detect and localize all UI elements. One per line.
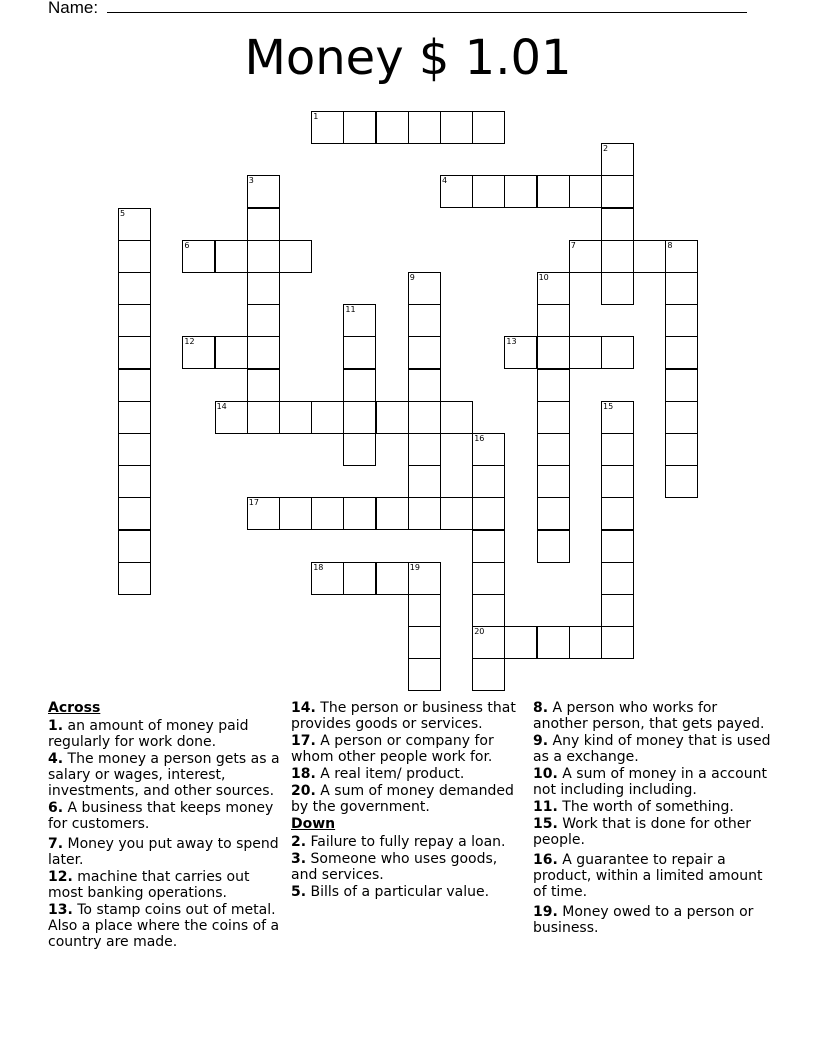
grid-cell[interactable] [472,594,505,627]
clue-number: 18 [313,562,324,572]
clue-text: Money you put away to spend later. [48,836,279,868]
clue-number-label: 3. [291,851,307,867]
clue-item [291,700,527,732]
grid-cell[interactable] [182,240,215,273]
grid-cell[interactable] [504,175,537,208]
clue-item [291,834,527,850]
grid-cell[interactable] [601,562,634,595]
clue-number-label: 19. [533,904,558,920]
clues-column-2 [291,700,527,901]
grid-cell[interactable] [472,626,505,659]
clue-number: 19 [409,562,420,572]
grid-cell[interactable] [408,626,441,659]
grid-cell[interactable] [537,465,570,498]
clue-item [533,852,773,900]
grid-cell[interactable] [376,562,409,595]
grid-cell[interactable] [601,240,634,273]
grid-cell[interactable] [601,272,634,305]
grid-cell[interactable] [537,401,570,434]
clue-number-label: 12. [48,869,73,885]
clues-column-3 [533,700,773,937]
clue-number: 3 [248,176,254,186]
grid-cell[interactable] [118,336,151,369]
clue-text: A guarantee to repair a product, within a limited amount of time. [533,852,763,900]
clue-number: 2 [603,144,609,154]
grid-cell[interactable] [247,272,280,305]
clue-item [533,700,773,732]
grid-cell[interactable] [537,272,570,305]
clue-item [291,783,527,815]
clue-item [533,766,773,798]
grid-cell[interactable] [343,111,376,144]
grid-cell[interactable] [311,401,344,434]
grid-cell[interactable] [601,594,634,627]
grid-cell[interactable] [118,401,151,434]
grid-cell[interactable] [472,175,505,208]
grid-cell[interactable] [601,175,634,208]
clue-number: 4 [442,176,448,186]
clue-text: The money a person gets as a salary or wages, interest, investments, and other sources. [48,751,280,799]
clue-text: A person who works for another person, that gets payed. [533,700,765,732]
clue-text: Money owed to a person or business. [533,904,754,936]
clue-number-label: 9. [533,733,549,749]
grid-cell[interactable] [247,240,280,273]
clue-number: 17 [248,498,259,508]
clue-number-label: 2. [291,834,307,850]
grid-cell[interactable] [537,175,570,208]
grid-cell[interactable] [408,111,441,144]
clue-item [48,869,284,901]
grid-cell[interactable] [343,336,376,369]
clue-text: A person or company for whom other people work for. [291,733,494,765]
grid-cell[interactable] [279,240,312,273]
grid-cell[interactable] [182,336,215,369]
grid-cell[interactable] [472,658,505,691]
grid-cell[interactable] [665,369,698,402]
grid-cell[interactable] [665,336,698,369]
clue-number: 1 [313,112,319,121]
clue-text: The person or business that provides goods or services. [291,700,516,732]
grid-cell[interactable] [537,369,570,402]
clue-item [291,733,527,765]
grid-cell[interactable] [343,433,376,466]
grid-cell[interactable] [408,336,441,369]
clue-text: Failure to fully repay a loan. [306,834,506,850]
grid-cell[interactable] [601,143,634,176]
clue-text: To stamp coins out of metal. Also a place where the coins of a country are made. [48,902,280,950]
grid-cell[interactable] [537,433,570,466]
grid-cell[interactable] [504,336,537,369]
across-clues-list-2 [291,700,527,815]
clue-item [48,836,284,868]
clue-text: A real item/ product. [315,766,465,782]
grid-cell[interactable] [118,304,151,337]
grid-cell[interactable] [408,369,441,402]
grid-cell[interactable] [247,175,280,208]
clue-number-label: 20. [291,783,316,799]
clue-item [533,799,773,815]
clue-text: A business that keeps money for customers. [48,800,274,832]
grid-cell[interactable] [537,336,570,369]
clue-number-label: 14. [291,700,316,716]
grid-cell[interactable] [247,304,280,337]
grid-cell[interactable] [279,401,312,434]
down-heading: Down [291,816,336,832]
clue-number-label: 1. [48,718,64,734]
grid-cell[interactable] [472,530,505,563]
clue-item [291,851,527,883]
grid-cell[interactable] [118,465,151,498]
grid-cell[interactable] [247,208,280,241]
clues-column-1 [48,700,284,951]
clue-number: 6 [184,240,190,250]
grid-cell[interactable] [247,401,280,434]
grid-cell[interactable] [569,175,602,208]
grid-cell[interactable] [601,626,634,659]
grid-cell[interactable] [118,369,151,402]
grid-cell[interactable] [440,401,473,434]
down-clues-list-1 [291,834,527,900]
clue-number: 12 [184,337,195,347]
grid-cell[interactable] [408,401,441,434]
grid-cell[interactable] [601,433,634,466]
grid-cell[interactable] [247,497,280,530]
clue-item [48,718,284,750]
grid-cell[interactable] [215,401,248,434]
clue-number-label: 4. [48,751,64,767]
clue-number: 5 [120,208,126,218]
grid-cell[interactable] [215,240,248,273]
grid-cell[interactable] [279,497,312,530]
grid-cell[interactable] [343,369,376,402]
grid-cell[interactable] [601,401,634,434]
clue-item [48,800,284,832]
clue-number-label: 10. [533,766,558,782]
grid-cell[interactable] [118,530,151,563]
clue-number: 15 [603,401,614,411]
across-clues-list-1 [48,718,284,950]
grid-cell[interactable] [601,336,634,369]
grid-cell[interactable] [118,240,151,273]
grid-cell[interactable] [408,497,441,530]
grid-cell[interactable] [311,497,344,530]
grid-cell[interactable] [118,562,151,595]
grid-cell[interactable] [504,626,537,659]
grid-cell[interactable] [118,433,151,466]
clue-number: 13 [506,337,517,347]
clue-number-label: 18. [291,766,316,782]
grid-cell[interactable] [408,433,441,466]
clue-text: Bills of a particular value. [306,884,490,900]
grid-cell[interactable] [569,240,602,273]
grid-cell[interactable] [376,497,409,530]
clue-number: 8 [667,240,673,250]
clue-number-label: 8. [533,700,549,716]
grid-cell[interactable] [601,465,634,498]
grid-cell[interactable] [408,658,441,691]
grid-cell[interactable] [472,433,505,466]
grid-cell[interactable] [343,497,376,530]
clue-number: 9 [409,273,415,282]
grid-cell[interactable] [376,111,409,144]
grid-cell[interactable] [569,336,602,369]
grid-cell[interactable] [665,272,698,305]
clue-number: 10 [538,273,549,282]
grid-cell[interactable] [408,594,441,627]
grid-cell[interactable] [311,111,344,144]
grid-cell[interactable] [343,401,376,434]
clue-number-label: 13. [48,902,73,918]
clue-text: A sum of money demanded by the government. [291,783,514,815]
grid-cell[interactable] [633,240,666,273]
grid-cell[interactable] [537,497,570,530]
clue-text: Any kind of money that is used as a exchange. [533,733,771,765]
clue-number: 7 [570,240,576,250]
clue-item [533,733,773,765]
clue-text: The worth of something. [557,799,734,815]
grid-cell[interactable] [440,175,473,208]
grid-cell[interactable] [665,304,698,337]
clue-item [533,904,773,936]
grid-cell[interactable] [601,208,634,241]
down-clues-list-2 [533,700,773,936]
clue-number-label: 5. [291,884,307,900]
clue-number: 16 [474,434,485,443]
grid-cell[interactable] [408,465,441,498]
grid-cell[interactable] [569,626,602,659]
grid-cell[interactable] [472,497,505,530]
grid-cell[interactable] [440,111,473,144]
grid-cell[interactable] [601,497,634,530]
clue-item [291,766,527,782]
grid-cell[interactable] [247,336,280,369]
clue-number: 20 [474,627,485,637]
clue-text: Someone who uses goods, and services. [291,851,498,883]
clue-text: Work that is done for other people. [533,816,752,848]
clue-item [48,902,284,950]
grid-cell[interactable] [376,401,409,434]
clue-text: A sum of money in a account not including including. [533,766,767,798]
grid-cell[interactable] [665,401,698,434]
clue-item [533,816,773,848]
clue-text: machine that carries out most banking operations. [48,869,250,901]
grid-cell[interactable] [215,336,248,369]
grid-cell[interactable] [118,208,151,241]
grid-cell[interactable] [601,530,634,563]
clue-number: 14 [216,401,227,411]
grid-cell[interactable] [408,562,441,595]
grid-cell[interactable] [537,530,570,563]
grid-cell[interactable] [311,562,344,595]
grid-cell[interactable] [343,304,376,337]
grid-cell[interactable] [118,497,151,530]
clue-number-label: 11. [533,799,558,815]
grid-cell[interactable] [665,240,698,273]
clue-number: 11 [345,305,356,315]
grid-cell[interactable] [408,272,441,305]
grid-cell[interactable] [665,433,698,466]
grid-cell[interactable] [665,465,698,498]
clue-item [48,751,284,799]
grid-cell[interactable] [472,111,505,144]
grid-cell[interactable] [537,626,570,659]
clue-item [291,884,527,900]
grid-cell[interactable] [440,497,473,530]
clue-number-label: 6. [48,800,64,816]
clue-number-label: 15. [533,816,558,832]
grid-cell[interactable] [408,304,441,337]
clue-number-label: 7. [48,836,64,852]
grid-cell[interactable] [537,304,570,337]
grid-cell[interactable] [472,562,505,595]
grid-cell[interactable] [247,369,280,402]
grid-cell[interactable] [472,465,505,498]
puzzle-title: Money $ 1.01 [244,30,572,86]
across-heading: Across [48,700,101,716]
clue-text: an amount of money paid regularly for work done. [48,718,249,750]
name-label: Name: [48,0,103,17]
clue-number-label: 16. [533,852,558,868]
clue-number-label: 17. [291,733,316,749]
grid-cell[interactable] [343,562,376,595]
grid-cell[interactable] [118,272,151,305]
